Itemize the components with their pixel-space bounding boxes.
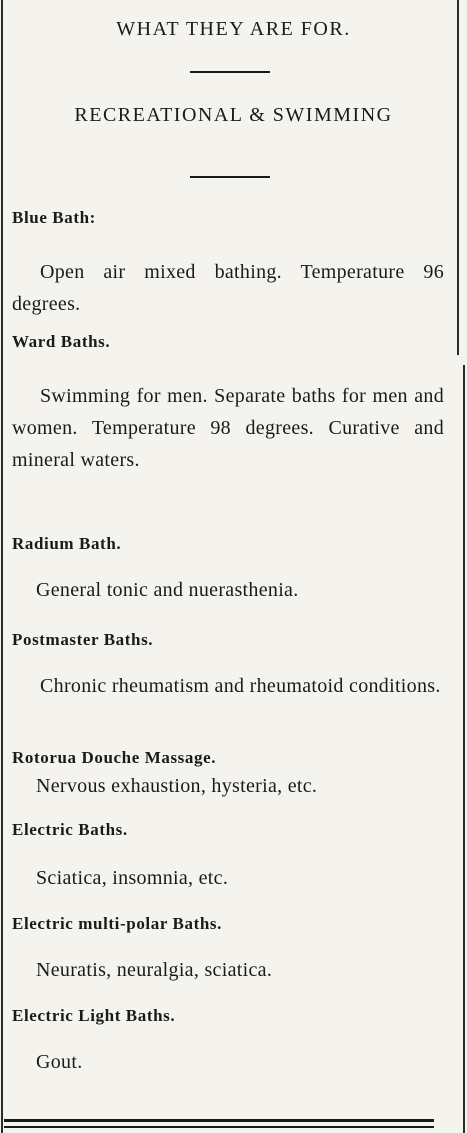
bottom-divider-thick: [4, 1119, 434, 1122]
entry-text-rotorua-douche-massage: Nervous exhaustion, hysteria, etc.: [36, 775, 318, 797]
column-rule-left: [1, 0, 3, 1133]
entry-text-postmaster-baths: Chronic rheumatism and rheumatoid conditions.: [40, 675, 441, 697]
subtitle-divider: [190, 176, 270, 178]
entry-heading-radium-bath: Radium Bath.: [12, 534, 122, 553]
entry-heading-electric-baths: Electric Baths.: [12, 820, 128, 839]
title-divider: [190, 71, 270, 73]
entry-text-electric-light-baths: Gout.: [36, 1051, 83, 1073]
entry-text-ward-baths: Swimming for men. Separate baths for men and women. Temperature 98 degrees. Curative and mineral waters.: [12, 385, 444, 471]
entry-text-radium-bath: General tonic and nuerasthenia.: [36, 579, 299, 601]
column-rule-right-upper: [457, 0, 459, 355]
entry-heading-electric-multi-polar-baths: Electric multi-polar Baths.: [12, 914, 222, 933]
page-title: WHAT THEY ARE FOR.: [116, 18, 351, 40]
entry-heading-rotorua-douche-massage: Rotorua Douche Massage.: [12, 748, 217, 767]
entry-heading-postmaster-baths: Postmaster Baths.: [12, 630, 154, 649]
entry-heading-electric-light-baths: Electric Light Baths.: [12, 1006, 176, 1025]
entry-heading-blue-bath: Blue Bath:: [12, 208, 96, 227]
bottom-divider-thin: [4, 1126, 434, 1128]
entry-text-electric-baths: Sciatica, insomnia, etc.: [36, 867, 229, 889]
column-rule-right-lower: [463, 365, 465, 1133]
section-subtitle: RECREATIONAL & SWIMMING: [74, 104, 393, 126]
entry-text-electric-multi-polar-baths: Neuratis, neuralgia, sciatica.: [36, 959, 273, 981]
entry-heading-ward-baths: Ward Baths.: [12, 332, 111, 351]
entry-text-blue-bath: Open air mixed bathing. Temperature 96 degrees.: [12, 261, 444, 315]
